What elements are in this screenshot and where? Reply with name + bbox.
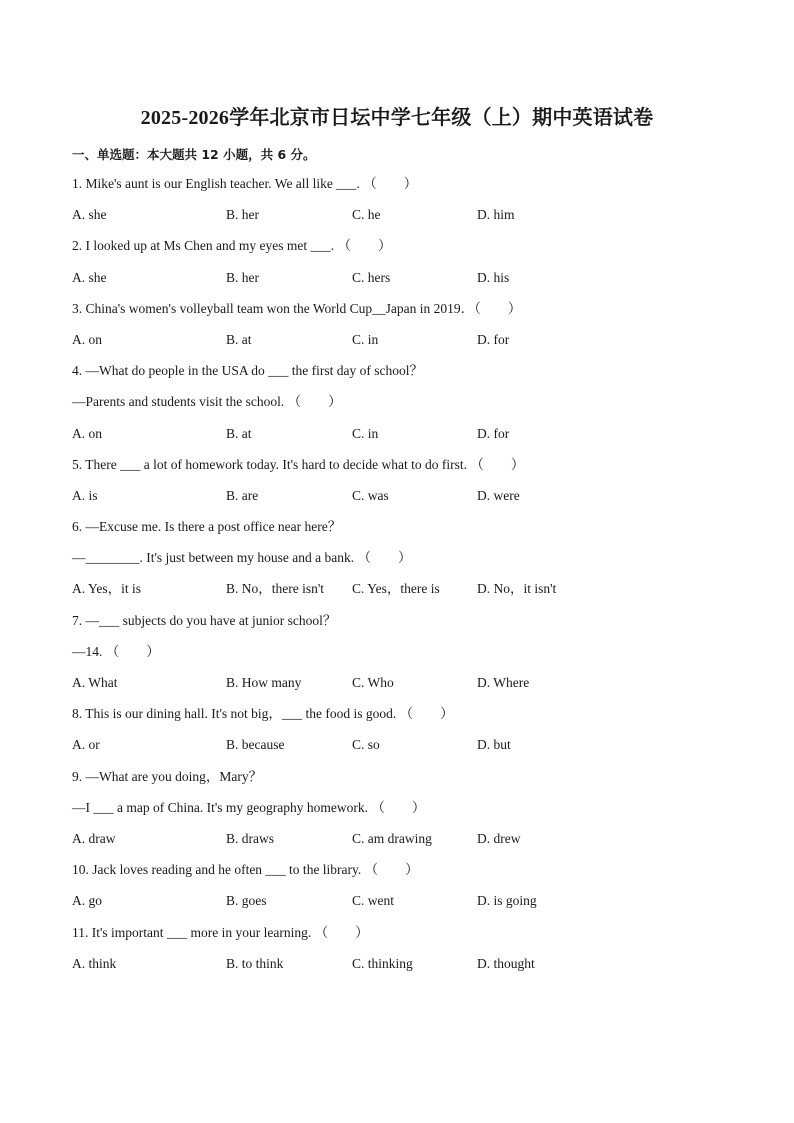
answer-option-a: A. on	[72, 331, 102, 347]
answer-options	[72, 422, 732, 453]
answer-option-a: A. is	[72, 487, 98, 503]
question-item	[72, 234, 732, 296]
section-heading: 一、单选题：本大题共 12 小题，共 6 分。	[72, 147, 316, 162]
answer-options	[72, 577, 732, 608]
answer-option-c: C. thinking	[352, 955, 413, 971]
question-stem: 7. —___ subjects do you have at junior school？	[72, 612, 337, 628]
question-item	[72, 921, 732, 983]
question-item	[72, 297, 732, 359]
answer-option-c: C. in	[352, 331, 379, 347]
answer-options	[72, 203, 732, 234]
question-stem: 5. There ___ a lot of homework today. It's hard to decide what to do first. （ ）	[72, 456, 525, 472]
answer-option-b: B. at	[226, 331, 252, 347]
answer-option-d: D. is going	[477, 893, 537, 909]
question-item	[72, 765, 732, 859]
answer-option-b: B. No，there isn't	[226, 581, 325, 597]
question-item	[72, 702, 732, 764]
answer-option-a: A. or	[72, 737, 100, 753]
answer-options	[72, 952, 732, 983]
question-stem: 8. This is our dining hall. It's not big，___ the food is good. （ ）	[72, 706, 454, 722]
answer-option-c: C. so	[352, 737, 380, 753]
answer-option-a: A. Yes，it is	[72, 581, 142, 597]
answer-option-c: C. was	[352, 487, 389, 503]
answer-option-b: B. goes	[226, 893, 267, 909]
answer-option-d: D. him	[477, 207, 515, 223]
answer-option-b: B. at	[226, 425, 252, 441]
question-item	[72, 858, 732, 920]
question-dialogue-line: —Parents and students visit the school. （ ）	[72, 394, 342, 410]
answer-option-d: D. were	[477, 487, 520, 503]
answer-option-c: C. went	[352, 893, 394, 909]
answer-option-d: D. thought	[477, 955, 535, 971]
answer-option-d: D. drew	[477, 830, 521, 846]
answer-options	[72, 671, 732, 702]
question-stem: 3. China's women's volleyball team won the World Cup__Japan in 2019．（ ）	[72, 300, 522, 316]
question-stem: 9. —What are you doing，Mary？	[72, 768, 263, 784]
question-item	[72, 515, 732, 609]
answer-option-b: B. to think	[226, 955, 284, 971]
question-stem: 2. I looked up at Ms Chen and my eyes met ___. （ ）	[72, 238, 392, 254]
answer-options	[72, 827, 732, 858]
answer-options	[72, 889, 732, 920]
answer-option-a: A. go	[72, 893, 102, 909]
question-stem: 4. —What do people in the USA do ___ the first day of school？	[72, 363, 423, 379]
answer-option-a: A. think	[72, 955, 117, 971]
answer-option-d: D. Where	[477, 675, 530, 690]
answer-option-d: D. but	[477, 737, 511, 753]
answer-option-a: A. she	[72, 207, 107, 223]
answer-option-a: A. What	[72, 675, 118, 690]
question-stem: 6. —Excuse me. Is there a post office near here？	[72, 519, 342, 535]
question-dialogue-line: —I ___ a map of China. It's my geography homework. （ ）	[72, 799, 426, 815]
question-stem: 1. Mike's aunt is our English teacher. We all like ___. （ ）	[72, 176, 418, 191]
answer-option-d: D. his	[477, 269, 510, 285]
question-item	[72, 453, 732, 515]
answer-option-b: B. her	[226, 269, 259, 285]
question-stem: 10. Jack loves reading and he often ___ to the library. （ ）	[72, 862, 419, 878]
question-dialogue-line: —________. It's just between my house and a bank. （ ）	[72, 550, 412, 566]
question-dialogue-line: —14. （ ）	[72, 643, 160, 659]
question-item	[72, 609, 732, 703]
answer-option-b: B. are	[226, 487, 259, 503]
question-item	[72, 359, 732, 453]
question-item	[72, 172, 732, 234]
answer-options	[72, 484, 732, 515]
exam-title: 2025-2026学年北京市日坛中学七年级（上）期中英语试卷	[140, 107, 654, 129]
answer-option-a: A. on	[72, 425, 102, 441]
answer-option-c: C. Who	[352, 675, 394, 690]
question-list	[72, 172, 732, 983]
answer-option-a: A. she	[72, 269, 107, 285]
answer-option-c: C. he	[352, 207, 381, 223]
answer-option-c: C. Yes，there is	[352, 581, 440, 597]
answer-option-c: C. am drawing	[352, 830, 432, 846]
answer-option-c: C. in	[352, 425, 379, 441]
answer-option-d: D. No，it isn't	[477, 581, 557, 597]
answer-options	[72, 733, 732, 764]
answer-option-b: B. her	[226, 207, 259, 223]
answer-option-b: B. because	[226, 737, 285, 753]
answer-option-b: B. How many	[226, 675, 302, 690]
answer-option-d: D. for	[477, 425, 510, 441]
answer-option-b: B. draws	[226, 830, 274, 846]
answer-options	[72, 328, 732, 359]
answer-option-a: A. draw	[72, 830, 116, 846]
answer-option-d: D. for	[477, 331, 510, 347]
answer-option-c: C. hers	[352, 269, 391, 285]
answer-options	[72, 266, 732, 297]
question-stem: 11. It's important ___ more in your learning. （ ）	[72, 924, 369, 940]
